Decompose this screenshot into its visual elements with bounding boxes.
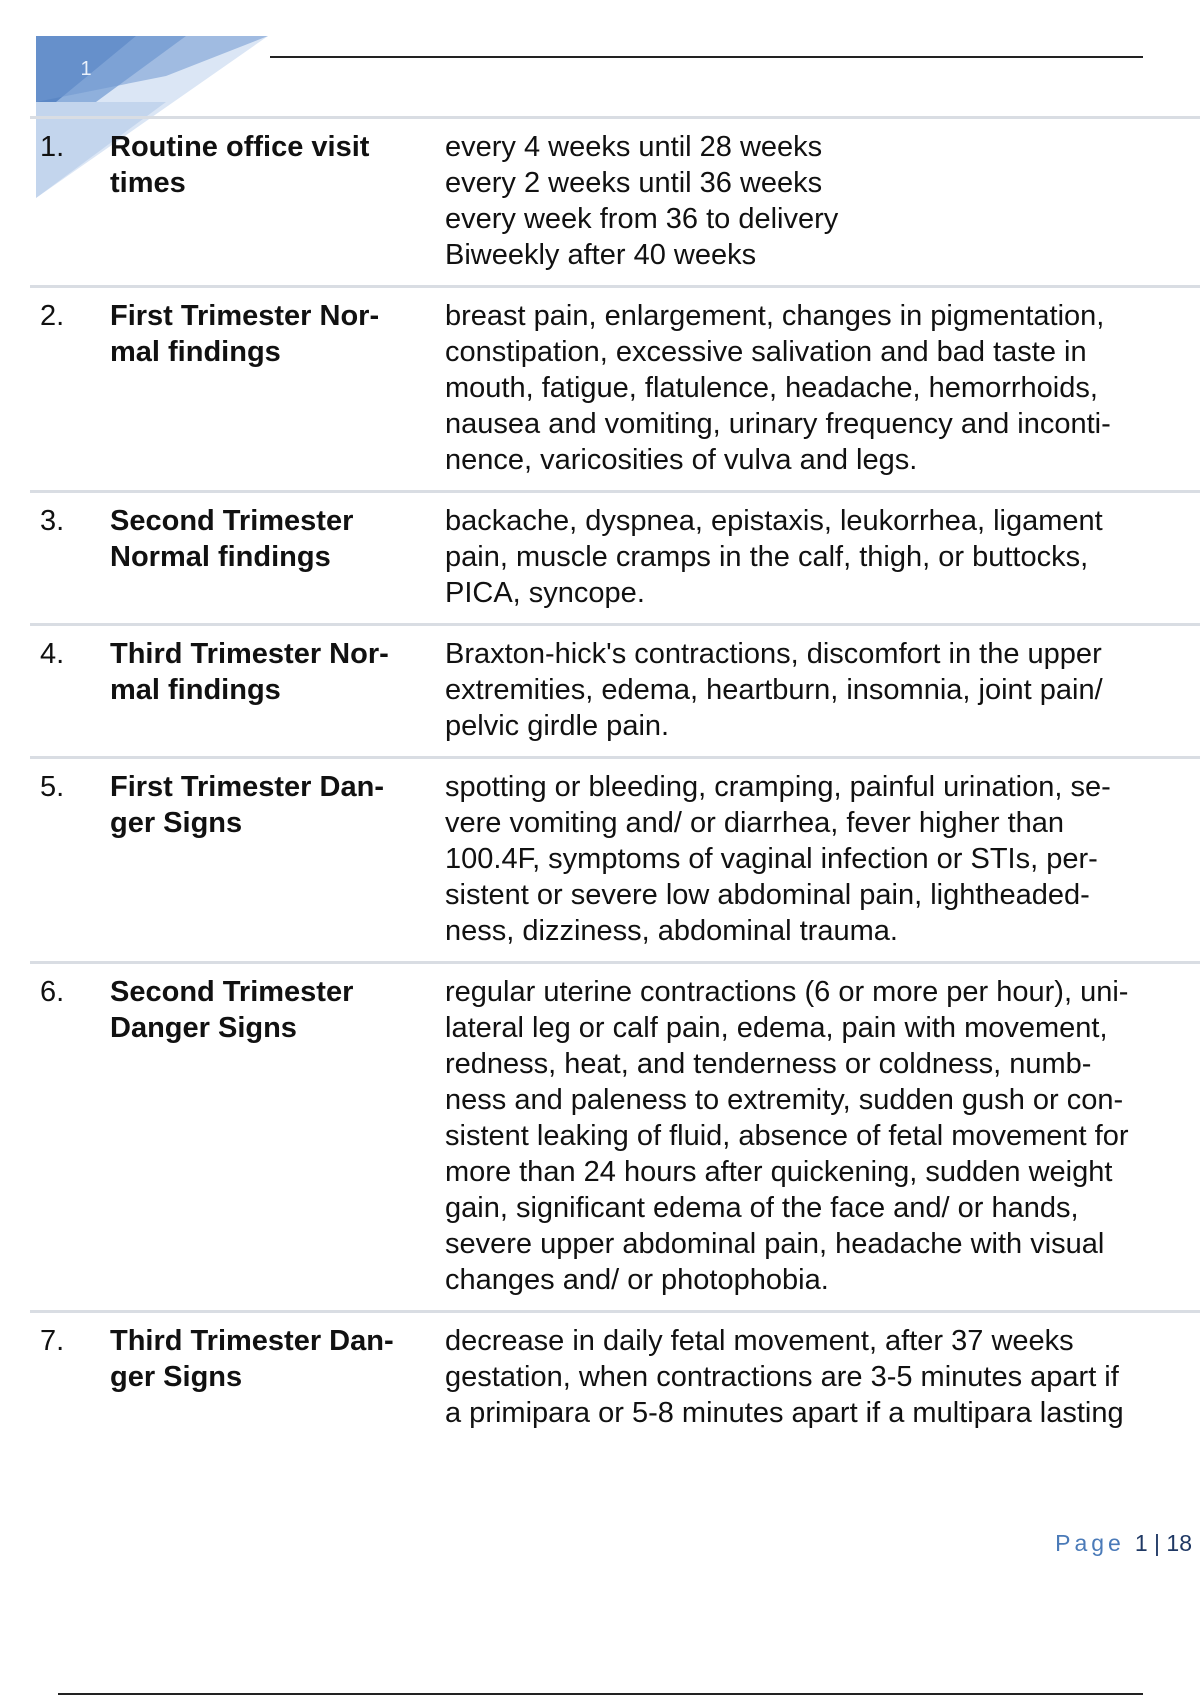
row-term-line: Danger Signs [110, 1012, 297, 1044]
header-rule [270, 56, 1143, 58]
row-description-line: more than 24 hours after quickening, sudden weight [445, 1156, 1113, 1188]
row-description-line: ness, dizziness, abdominal trauma. [445, 915, 898, 947]
row-number: 3. [40, 505, 65, 537]
row-description-line: ness and paleness to extremity, sudden gush or con- [445, 1084, 1124, 1116]
page-number-footer [1055, 1530, 1192, 1557]
row-description-line: extremities, edema, heartburn, insomnia, joint pain/ [445, 674, 1103, 706]
row-term-line: Routine office visit [110, 131, 370, 163]
row-description-line: lateral leg or calf pain, edema, pain with movement, [445, 1012, 1108, 1044]
row-term-line: mal findings [110, 336, 281, 368]
row-term [110, 503, 445, 575]
row-description-line: Biweekly after 40 weeks [445, 239, 757, 271]
row-description-line: severe upper abdominal pain, headache with visual [445, 1228, 1105, 1260]
row-term [110, 974, 445, 1046]
row-description-line: pelvic girdle pain. [445, 710, 670, 742]
row-number: 4. [40, 638, 65, 670]
table-row [30, 116, 1200, 285]
row-description-line: PICA, syncope. [445, 577, 645, 609]
row-term [110, 298, 445, 370]
row-term [110, 769, 445, 841]
footer-rule [58, 1693, 1143, 1695]
row-description-line: every 4 weeks until 28 weeks [445, 131, 823, 163]
row-description [445, 636, 1200, 744]
header-corner-number: 1 [80, 57, 92, 80]
table-row [30, 1310, 1200, 1443]
row-description-line: constipation, excessive salivation and bad taste in [445, 336, 1087, 368]
row-description [445, 769, 1200, 949]
table-row [30, 961, 1200, 1310]
row-number: 1. [40, 131, 65, 163]
row-term-line: Second Trimester [110, 505, 354, 537]
row-description-line: mouth, fatigue, flatulence, headache, hemorrhoids, [445, 372, 1098, 404]
table-row [30, 756, 1200, 961]
page-current: 1 [1134, 1530, 1148, 1556]
page-total: 18 [1166, 1530, 1192, 1556]
row-description-line: changes and/ or photophobia. [445, 1264, 829, 1296]
row-description-line: sistent leaking of fluid, absence of fetal movement for [445, 1120, 1129, 1152]
row-description-line: backache, dyspnea, epistaxis, leukorrhea, ligament [445, 505, 1103, 537]
findings-table [30, 116, 1200, 1443]
row-description-line: nence, varicosities of vulva and legs. [445, 444, 918, 476]
table-row [30, 285, 1200, 490]
row-term-line: times [110, 167, 186, 199]
table-row [30, 623, 1200, 756]
row-description-line: every 2 weeks until 36 weeks [445, 167, 823, 199]
row-number: 7. [40, 1325, 65, 1357]
row-number: 5. [40, 771, 65, 803]
row-description-line: redness, heat, and tenderness or coldness, numb- [445, 1048, 1092, 1080]
row-description-line: gain, significant edema of the face and/ or hands, [445, 1192, 1079, 1224]
row-description-line: pain, muscle cramps in the calf, thigh, or buttocks, [445, 541, 1089, 573]
row-term-line: First Trimester Nor- [110, 300, 380, 332]
row-description [445, 974, 1200, 1298]
row-number: 6. [40, 976, 65, 1008]
row-description [445, 1323, 1200, 1431]
row-term-line: ger Signs [110, 1361, 243, 1393]
row-description [445, 298, 1200, 478]
row-description-line: decrease in daily fetal movement, after 37 weeks [445, 1325, 1074, 1357]
table-row [30, 490, 1200, 623]
row-description [445, 129, 1200, 273]
row-description [445, 503, 1200, 611]
row-term [110, 129, 445, 201]
row-description-line: breast pain, enlargement, changes in pigmentation, [445, 300, 1105, 332]
row-description-line: a primipara or 5-8 minutes apart if a multipara lasting [445, 1397, 1124, 1429]
row-term-line: ger Signs [110, 807, 243, 839]
row-term-line: Third Trimester Nor- [110, 638, 389, 670]
row-term-line: mal findings [110, 674, 281, 706]
row-description-line: spotting or bleeding, cramping, painful urination, se- [445, 771, 1111, 803]
row-term-line: First Trimester Dan- [110, 771, 384, 803]
row-number: 2. [40, 300, 65, 332]
page-label: Page [1055, 1530, 1125, 1556]
row-description-line: gestation, when contractions are 3-5 minutes apart if [445, 1361, 1119, 1393]
row-term-line: Normal findings [110, 541, 331, 573]
row-description-line: vere vomiting and/ or diarrhea, fever higher than [445, 807, 1065, 839]
row-description-line: every week from 36 to delivery [445, 203, 839, 235]
row-description-line: 100.4F, symptoms of vaginal infection or STIs, per- [445, 843, 1098, 875]
row-description-line: sistent or severe low abdominal pain, lightheaded- [445, 879, 1090, 911]
row-term-line: Third Trimester Dan- [110, 1325, 394, 1357]
row-description-line: Braxton-hick's contractions, discomfort in the upper [445, 638, 1102, 670]
row-term-line: Second Trimester [110, 976, 354, 1008]
row-term [110, 636, 445, 708]
page-separator: | [1154, 1530, 1161, 1556]
row-description-line: regular uterine contractions (6 or more per hour), uni- [445, 976, 1129, 1008]
row-term [110, 1323, 445, 1395]
row-description-line: nausea and vomiting, urinary frequency and inconti- [445, 408, 1111, 440]
